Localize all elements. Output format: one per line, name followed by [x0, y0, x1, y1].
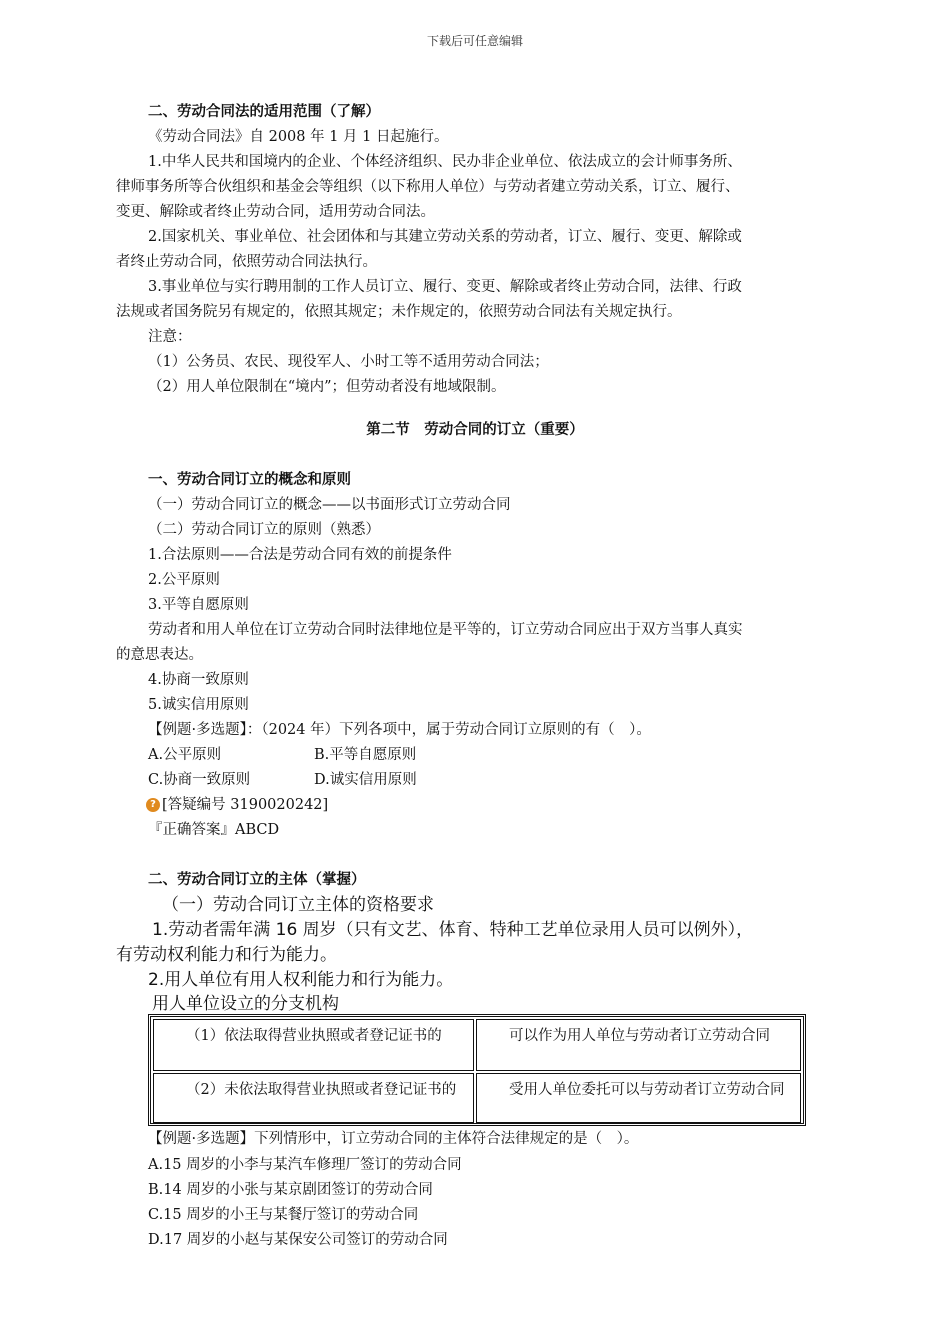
subject-heading: 二、劳动合同订立的主体（掌握） [148, 872, 366, 888]
scope-item-1-line-3: 变更、解除或者终止劳动合同，适用劳动合同法。 [116, 204, 435, 220]
page-header: 下载后可任意编辑 [426, 34, 523, 48]
table-cell-r1-c1: （1）依法取得营业执照或者登记证书的 [153, 1019, 474, 1071]
scope-item-3-line-1: 3.事业单位与实行聘用制的工作人员订立、履行、变更、解除或者终止劳动合同，法律、行政 [148, 279, 742, 295]
principle-4: 4.协商一致原则 [148, 672, 249, 688]
example-1-answer: 『正确答案』ABCD [148, 822, 280, 838]
example-1-question: 【例题·多选题】：（2024 年）下列各项中，属于劳动合同订立原则的有（ ）。 [148, 722, 651, 738]
scope-item-2-line-2: 者终止劳动合同，依照劳动合同法执行。 [116, 254, 377, 270]
requirement-2: 2.用人单位有用人权利能力和行为能力。 [148, 970, 454, 990]
requirement-1-line-2: 有劳动权利能力和行为能力。 [116, 945, 337, 965]
principle-1: 1.合法原则——合法是劳动合同有效的前提条件 [148, 547, 452, 563]
qa-number-line [146, 793, 328, 818]
section-heading-scope: 二、劳动合同法的适用范围（了解） [148, 104, 380, 120]
note-label: 注意： [148, 329, 192, 345]
scope-item-1-line-2: 律师事务所等合伙组织和基金会等组织（以下称用人单位）与劳动者建立劳动关系，订立、履行、 [116, 179, 740, 195]
table-cell-r2-c1: （2）未依法取得营业执照或者登记证书的 [153, 1073, 474, 1123]
concept-sub-2: （二）劳动合同订立的原则（熟悉） [148, 522, 380, 538]
branch-table [148, 1014, 806, 1126]
branch-label: 用人单位设立的分支机构 [152, 994, 339, 1014]
requirement-1-line-1: 1.劳动者需年满 16 周岁（只有文艺、体育、特种工艺单位录用人员可以例外）， [152, 920, 754, 940]
concept-sub-1: （一）劳动合同订立的概念——以书面形式订立劳动合同 [148, 497, 511, 513]
section-2-title: 第二节 劳动合同的订立（重要） [366, 422, 584, 438]
example-1-option-a: A.公平原则 [148, 747, 222, 763]
example-2-option-d: D.17 周岁的小赵与某保安公司签订的劳动合同 [148, 1232, 448, 1248]
example-2-question: 【例题·多选题】下列情形中，订立劳动合同的主体符合法律规定的是（ ）。 [148, 1131, 639, 1147]
principle-3: 3.平等自愿原则 [148, 597, 249, 613]
example-2-option-b: B.14 周岁的小张与某京剧团签订的劳动合同 [148, 1182, 433, 1198]
scope-item-2-line-1: 2.国家机关、事业单位、社会团体和与其建立劳动关系的劳动者，订立、履行、变更、解除或 [148, 229, 742, 245]
principle-3-desc-line-1: 劳动者和用人单位在订立劳动合同时法律地位是平等的，订立劳动合同应出于双方当事人真实 [148, 622, 743, 638]
effective-date-text: 《劳动合同法》自 2008 年 1 月 1 日起施行。 [148, 129, 449, 145]
table-cell-r2-c2: 受用人单位委托可以与劳动者订立劳动合同 [476, 1073, 801, 1123]
example-1-option-d: D.诚实信用原则 [314, 772, 417, 788]
table-cell-r1-c2: 可以作为用人单位与劳动者订立劳动合同 [476, 1019, 801, 1071]
principle-5: 5.诚实信用原则 [148, 697, 249, 713]
note-item-2: （2）用人单位限制在“境内”；但劳动者没有地域限制。 [148, 379, 506, 395]
scope-item-1-line-1: 1.中华人民共和国境内的企业、个体经济组织、民办非企业单位、依法成立的会计师事务所、 [148, 154, 742, 170]
example-2-option-a: A.15 周岁的小李与某汽车修理厂签订的劳动合同 [148, 1157, 462, 1173]
qa-number: [答疑编号 3190020242] [162, 797, 329, 813]
subject-sub-1: （一）劳动合同订立主体的资格要求 [162, 895, 434, 915]
principle-2: 2.公平原则 [148, 572, 220, 588]
question-mark-icon[interactable]: ? [146, 798, 160, 812]
scope-item-3-line-2: 法规或者国务院另有规定的，依照其规定；未作规定的，依照劳动合同法有关规定执行。 [116, 304, 682, 320]
example-1-option-b: B.平等自愿原则 [314, 747, 417, 763]
principle-3-desc-line-2: 的意思表达。 [116, 647, 203, 663]
note-item-1: （1）公务员、农民、现役军人、小时工等不适用劳动合同法； [148, 354, 549, 370]
example-1-option-c: C.协商一致原则 [148, 772, 251, 788]
example-2-option-c: C.15 周岁的小王与某餐厅签订的劳动合同 [148, 1207, 419, 1223]
concept-heading: 一、劳动合同订立的概念和原则 [148, 472, 351, 488]
